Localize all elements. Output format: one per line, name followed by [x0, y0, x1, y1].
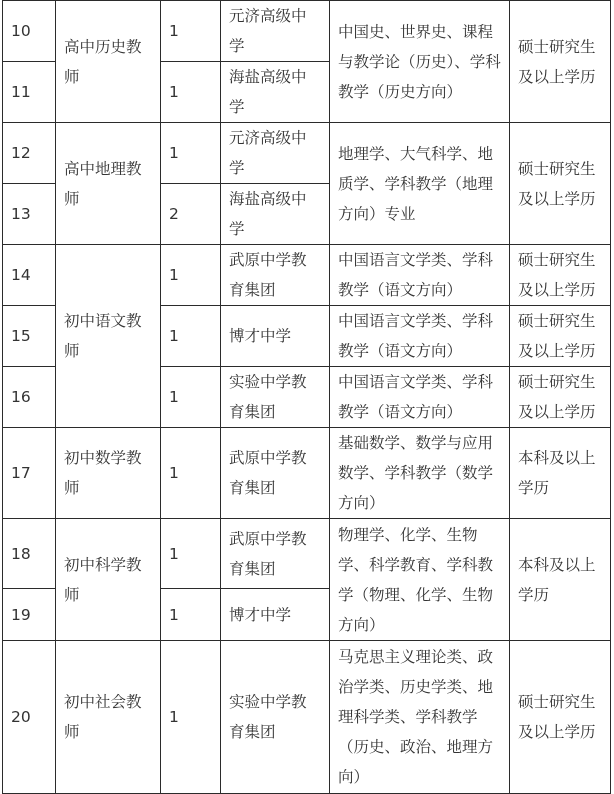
education-cell: 硕士研究生及以上学历 [510, 123, 611, 245]
table-row [3, 123, 611, 184]
table-row [3, 1, 611, 62]
school-cell: 武原中学教育集团 [221, 428, 330, 519]
headcount-cell: 1 [161, 245, 221, 306]
table-row [3, 245, 611, 306]
major-cell: 马克思主义理论类、政治学类、历史学类、地理科学类、学科教学（历史、政治、地理方向） [330, 641, 510, 794]
school-cell: 博才中学 [221, 589, 330, 641]
position-cell: 初中数学教师 [56, 428, 161, 519]
school-cell: 海盐高级中学 [221, 62, 330, 123]
row-number: 15 [3, 306, 56, 367]
row-number: 10 [3, 1, 56, 62]
row-number: 13 [3, 184, 56, 245]
headcount-cell: 1 [161, 589, 221, 641]
education-cell: 硕士研究生及以上学历 [510, 245, 611, 306]
major-cell: 中国语言文学类、学科教学（语文方向） [330, 245, 510, 306]
row-number: 16 [3, 367, 56, 428]
table-row [3, 519, 611, 589]
major-cell: 中国语言文学类、学科教学（语文方向） [330, 306, 510, 367]
headcount-cell: 1 [161, 367, 221, 428]
position-cell: 高中地理教师 [56, 123, 161, 245]
education-cell: 硕士研究生及以上学历 [510, 1, 611, 123]
headcount-cell: 1 [161, 306, 221, 367]
row-number: 18 [3, 519, 56, 589]
headcount-cell: 2 [161, 184, 221, 245]
school-cell: 实验中学教育集团 [221, 367, 330, 428]
row-number: 12 [3, 123, 56, 184]
education-cell: 硕士研究生及以上学历 [510, 367, 611, 428]
position-cell: 初中语文教师 [56, 245, 161, 428]
table-row [3, 428, 611, 519]
school-cell: 元济高级中学 [221, 1, 330, 62]
school-cell: 博才中学 [221, 306, 330, 367]
position-cell: 初中科学教师 [56, 519, 161, 641]
school-cell: 海盐高级中学 [221, 184, 330, 245]
row-number: 20 [3, 641, 56, 794]
headcount-cell: 1 [161, 519, 221, 589]
education-cell: 本科及以上学历 [510, 519, 611, 641]
major-cell: 中国语言文学类、学科教学（语文方向） [330, 367, 510, 428]
school-cell: 实验中学教育集团 [221, 641, 330, 794]
headcount-cell: 1 [161, 62, 221, 123]
headcount-cell: 1 [161, 123, 221, 184]
position-cell: 初中社会教师 [56, 641, 161, 794]
row-number: 17 [3, 428, 56, 519]
row-number: 14 [3, 245, 56, 306]
education-cell: 本科及以上学历 [510, 428, 611, 519]
position-cell: 高中历史教师 [56, 1, 161, 123]
school-cell: 武原中学教育集团 [221, 245, 330, 306]
row-number: 19 [3, 589, 56, 641]
headcount-cell: 1 [161, 428, 221, 519]
headcount-cell: 1 [161, 1, 221, 62]
school-cell: 武原中学教育集团 [221, 519, 330, 589]
school-cell: 元济高级中学 [221, 123, 330, 184]
major-cell: 基础数学、数学与应用数学、学科教学（数学方向） [330, 428, 510, 519]
education-cell: 硕士研究生及以上学历 [510, 641, 611, 794]
headcount-cell: 1 [161, 641, 221, 794]
major-cell: 中国史、世界史、课程与教学论（历史）、学科教学（历史方向） [330, 1, 510, 123]
major-cell: 物理学、化学、生物学、科学教育、学科教学（物理、化学、生物方向） [330, 519, 510, 641]
recruitment-table [2, 0, 611, 794]
row-number: 11 [3, 62, 56, 123]
education-cell: 硕士研究生及以上学历 [510, 306, 611, 367]
table-row [3, 641, 611, 794]
major-cell: 地理学、大气科学、地质学、学科教学（地理方向）专业 [330, 123, 510, 245]
